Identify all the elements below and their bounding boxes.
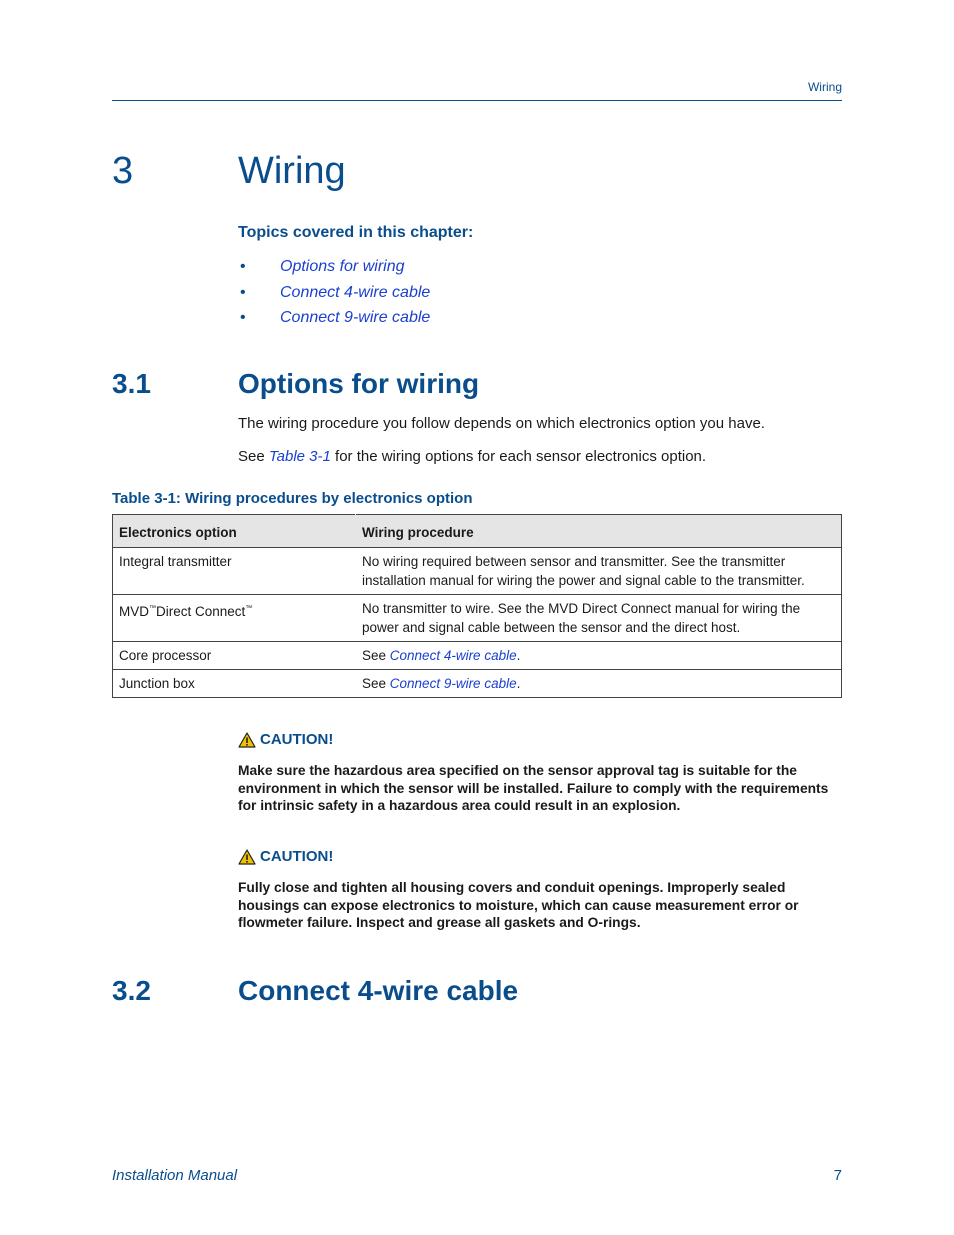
section-title: Options for wiring [238,368,480,399]
table-caption: Table 3-1: Wiring procedures by electronics option [112,490,473,507]
header-rule [112,100,842,101]
table-row [113,642,842,670]
running-header: Wiring [807,80,842,94]
bullet: • [240,309,246,326]
section-number: 3.2 [112,975,151,1006]
table-cell: No wiring required between sensor and transmitter. See the transmitter installation manual for wiring the power and signal cable to the transmitter. [356,548,842,595]
warning-triangle-icon [238,732,256,748]
column-header: Electronics option [113,515,356,548]
topic-link-options-for-wiring[interactable]: Options for wiring [280,258,405,275]
topic-link-connect-4-wire[interactable]: Connect 4-wire cable [280,283,431,301]
trademark-symbol: ™ [245,605,253,612]
cell-text: . [516,676,521,691]
bullet: • [240,283,246,301]
column-header: Wiring procedure [356,515,842,548]
table-cell: No transmitter to wire. See the MVD Direct Connect manual for wiring the power and signal cable between the sensor and the direct host. [356,595,842,642]
caution-heading [238,731,333,748]
cell-text: Direct Connect [156,604,246,619]
table-cell: Integral transmitter [113,548,356,595]
chapter-title: Wiring [238,150,346,192]
table-row [113,670,842,698]
table-reference-paragraph [238,448,706,465]
table-row [113,548,842,595]
trademark-symbol: ™ [149,605,156,612]
caution-label: CAUTION! [260,731,334,748]
section-number: 3.1 [112,368,151,399]
cell-text: See [362,648,390,663]
table-cell: Core processor [113,642,356,670]
cell-text: . [516,648,521,663]
topic-link-connect-9-wire[interactable]: Connect 9-wire cable [280,309,431,326]
warning-triangle-icon [238,849,256,865]
caution-text: Fully close and tighten all housing covers and conduit openings. Improperly sealed housings can expose electronics to moisture, which can cause measurement error or flowmeter failure. Inspect and grease all gaskets and O-rings. [238,880,799,930]
intro-paragraph: The wiring procedure you follow depends on which electronics option you have. [238,415,765,432]
footer-document-title: Installation Manual [112,1167,238,1184]
chapter-number: 3 [112,150,134,192]
cell-text: See [362,676,390,691]
table-cell [356,670,842,698]
table-row [113,595,842,642]
caution-text: Make sure the hazardous area specified on the sensor approval tag is suitable for the environment in which the sensor will be installed. Failure to comply with the requirements for intrinsic safety in a hazardous area could result in an explosion. [238,763,829,813]
topics-heading: Topics covered in this chapter: [238,224,474,241]
table-cell [356,642,842,670]
page-number: 7 [833,1167,842,1184]
bullet: • [240,258,246,275]
para-text: for the wiring options for each sensor electronics option. [330,448,707,465]
caution-label: CAUTION! [260,848,334,865]
table-3-1-link[interactable]: Table 3-1 [268,448,331,465]
table-cell [113,595,356,642]
table-header-row [113,515,842,548]
para-text: See [238,448,269,465]
cell-text: MVD [119,604,149,619]
section-title: Connect 4-wire cable [238,975,519,1006]
table-cell: Junction box [113,670,356,698]
caution-heading [238,848,333,865]
connect-9-wire-link[interactable]: Connect 9-wire cable [389,676,517,691]
wiring-options-table [112,514,842,698]
connect-4-wire-link[interactable]: Connect 4-wire cable [389,648,517,663]
